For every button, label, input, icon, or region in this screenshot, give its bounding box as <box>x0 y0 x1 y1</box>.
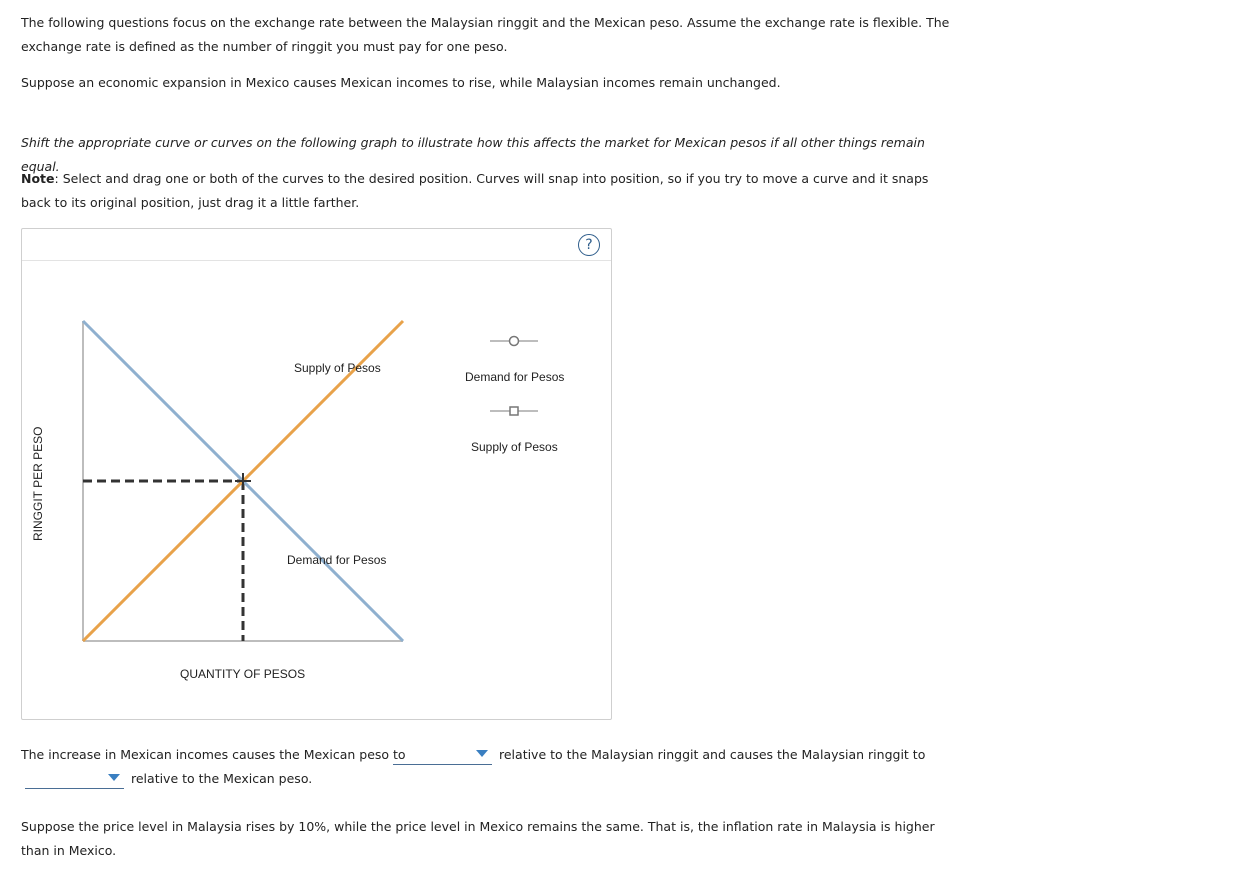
help-icon[interactable]: ? <box>578 234 600 256</box>
peso-change-dropdown[interactable] <box>393 744 492 765</box>
chevron-down-icon <box>108 774 120 781</box>
question-text-part3: relative to the Mexican peso. <box>131 771 313 786</box>
scenario-paragraph: Suppose an economic expansion in Mexico causes Mexican incomes to rise, while Malaysian incomes remain unchanged. <box>21 75 781 90</box>
demand-tool[interactable] <box>490 337 538 346</box>
question-text-part1: The increase in Mexican incomes causes the Mexican peso to <box>21 747 406 762</box>
intro-paragraph: The following questions focus on the exchange rate between the Malaysian ringgit and the Mexican peso. Assume the exchange rate is flexible. The exchange rate is defined as the number of ringgit you must pay for one peso. <box>21 15 950 54</box>
note-text: : Select and drag one or both of the curves to the desired position. Curves will snap into position, so if you try to move a curve and it snaps back to its original position, just drag it a little farther. <box>21 171 929 210</box>
next-scenario-paragraph: Suppose the price level in Malaysia rises by 10%, while the price level in Mexico remains the same. That is, the inflation rate in Malaysia is higher than in Mexico. <box>21 819 935 858</box>
square-marker-icon <box>510 407 518 415</box>
ringgit-change-dropdown[interactable] <box>25 768 124 789</box>
supply-tool-label: Supply of Pesos <box>471 440 558 454</box>
note-label: Note <box>21 171 55 186</box>
graph-canvas <box>22 229 611 719</box>
x-axis-label: QUANTITY OF PESOS <box>180 667 306 681</box>
circle-marker-icon <box>510 337 519 346</box>
instruction-text: Shift the appropriate curve or curves on the following graph to illustrate how this affects the market for Mexican pesos if all other things remain equal. <box>21 135 925 174</box>
chevron-down-icon <box>476 750 488 757</box>
question-text-part2: relative to the Malaysian ringgit and causes the Malaysian ringgit to <box>499 747 926 762</box>
y-axis-label: RINGGIT PER PESO <box>31 426 45 541</box>
supply-tool[interactable] <box>490 407 538 415</box>
note-paragraph <box>21 167 951 215</box>
demand-curve-label: Demand for Pesos <box>287 553 387 567</box>
demand-tool-label: Demand for Pesos <box>465 370 565 384</box>
graph-panel <box>21 228 612 720</box>
supply-curve-label: Supply of Pesos <box>294 361 381 375</box>
